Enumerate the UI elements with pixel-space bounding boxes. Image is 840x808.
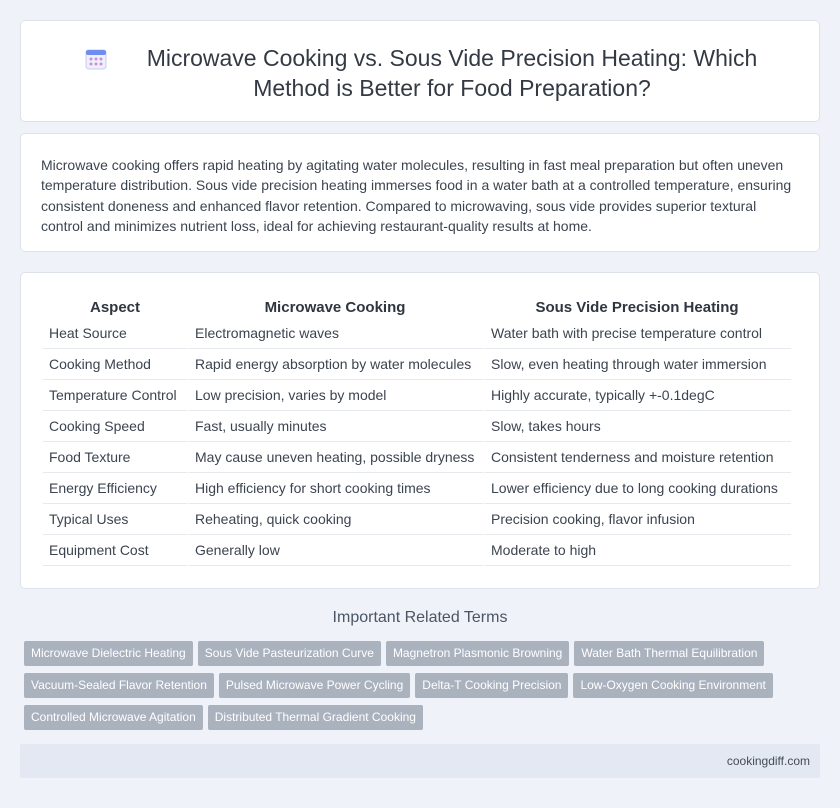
footer <box>20 744 820 778</box>
table-row <box>43 411 791 442</box>
comparison-table <box>43 295 791 566</box>
column-header-microwave: Microwave Cooking <box>264 299 406 316</box>
comparison-card <box>20 272 820 589</box>
cell-sous-vide: Water bath with precise temperature control <box>483 318 791 349</box>
cell-aspect: Cooking Speed <box>43 411 187 442</box>
cell-sous-vide: Slow, even heating through water immersion <box>483 349 791 380</box>
related-terms-heading: Important Related Terms <box>332 609 508 626</box>
cell-aspect: Temperature Control <box>43 380 187 411</box>
term-tag[interactable]: Vacuum-Sealed Flavor Retention <box>24 673 214 698</box>
cell-microwave: Low precision, varies by model <box>187 380 483 411</box>
cell-aspect: Cooking Method <box>43 349 187 380</box>
term-tag[interactable]: Controlled Microwave Agitation <box>24 705 203 730</box>
cell-aspect: Food Texture <box>43 442 187 473</box>
term-tag[interactable]: Low-Oxygen Cooking Environment <box>573 673 772 698</box>
cell-sous-vide: Moderate to high <box>483 535 791 566</box>
cell-microwave: High efficiency for short cooking times <box>187 473 483 504</box>
intro-paragraph: Microwave cooking offers rapid heating by agitating water molecules, resulting in fast meal preparation but often uneven temperature distribution. Sous vide precision heating immerses food in a water bath at a controlled temperature, ensuring consistent doneness and enhanced flavor retention. Compared to microwaving, sous vide provides superior textural control and minimizes nutrient loss, ideal for achieving restaurant-quality results at home. <box>41 157 792 234</box>
column-header-aspect: Aspect <box>89 299 141 316</box>
cell-sous-vide: Consistent tenderness and moisture retention <box>483 442 791 473</box>
cell-aspect: Heat Source <box>43 318 187 349</box>
cell-microwave: Rapid energy absorption by water molecules <box>187 349 483 380</box>
term-tag[interactable]: Delta-T Cooking Precision <box>415 673 568 698</box>
cell-microwave: Fast, usually minutes <box>187 411 483 442</box>
cell-aspect: Energy Efficiency <box>43 473 187 504</box>
term-tag[interactable]: Water Bath Thermal Equilibration <box>574 641 764 666</box>
column-header-sous-vide: Sous Vide Precision Heating <box>535 299 739 316</box>
cell-aspect: Equipment Cost <box>43 535 187 566</box>
table-row <box>43 504 791 535</box>
table-row <box>43 318 791 349</box>
page-title: Microwave Cooking vs. Sous Vide Precision Heating: Which Method is Better for Food Preparation? <box>146 45 758 101</box>
cell-aspect: Typical Uses <box>43 504 187 535</box>
cell-sous-vide: Slow, takes hours <box>483 411 791 442</box>
table-row <box>43 442 791 473</box>
term-tag[interactable]: Distributed Thermal Gradient Cooking <box>208 705 423 730</box>
table-header-row <box>43 295 791 318</box>
term-tag[interactable]: Sous Vide Pasteurization Curve <box>198 641 381 666</box>
intro-card <box>20 133 820 252</box>
cell-sous-vide: Highly accurate, typically +-0.1degC <box>483 380 791 411</box>
term-tag[interactable]: Microwave Dielectric Heating <box>24 641 193 666</box>
calendar-icon <box>85 48 107 70</box>
table-row <box>43 349 791 380</box>
table-row <box>43 535 791 566</box>
title-card <box>20 20 820 122</box>
cell-microwave: Reheating, quick cooking <box>187 504 483 535</box>
term-tag[interactable]: Magnetron Plasmonic Browning <box>386 641 569 666</box>
tag-row <box>24 641 784 673</box>
table-row <box>43 473 791 504</box>
cell-sous-vide: Lower efficiency due to long cooking durations <box>483 473 791 504</box>
tag-row <box>24 705 784 737</box>
footer-site-link[interactable]: cookingdiff.com <box>726 754 810 768</box>
cell-microwave: May cause uneven heating, possible dryness <box>187 442 483 473</box>
cell-microwave: Generally low <box>187 535 483 566</box>
table-row <box>43 380 791 411</box>
tag-row <box>24 673 784 705</box>
term-tag[interactable]: Pulsed Microwave Power Cycling <box>219 673 410 698</box>
cell-microwave: Electromagnetic waves <box>187 318 483 349</box>
related-terms-list <box>24 641 784 737</box>
cell-sous-vide: Precision cooking, flavor infusion <box>483 504 791 535</box>
